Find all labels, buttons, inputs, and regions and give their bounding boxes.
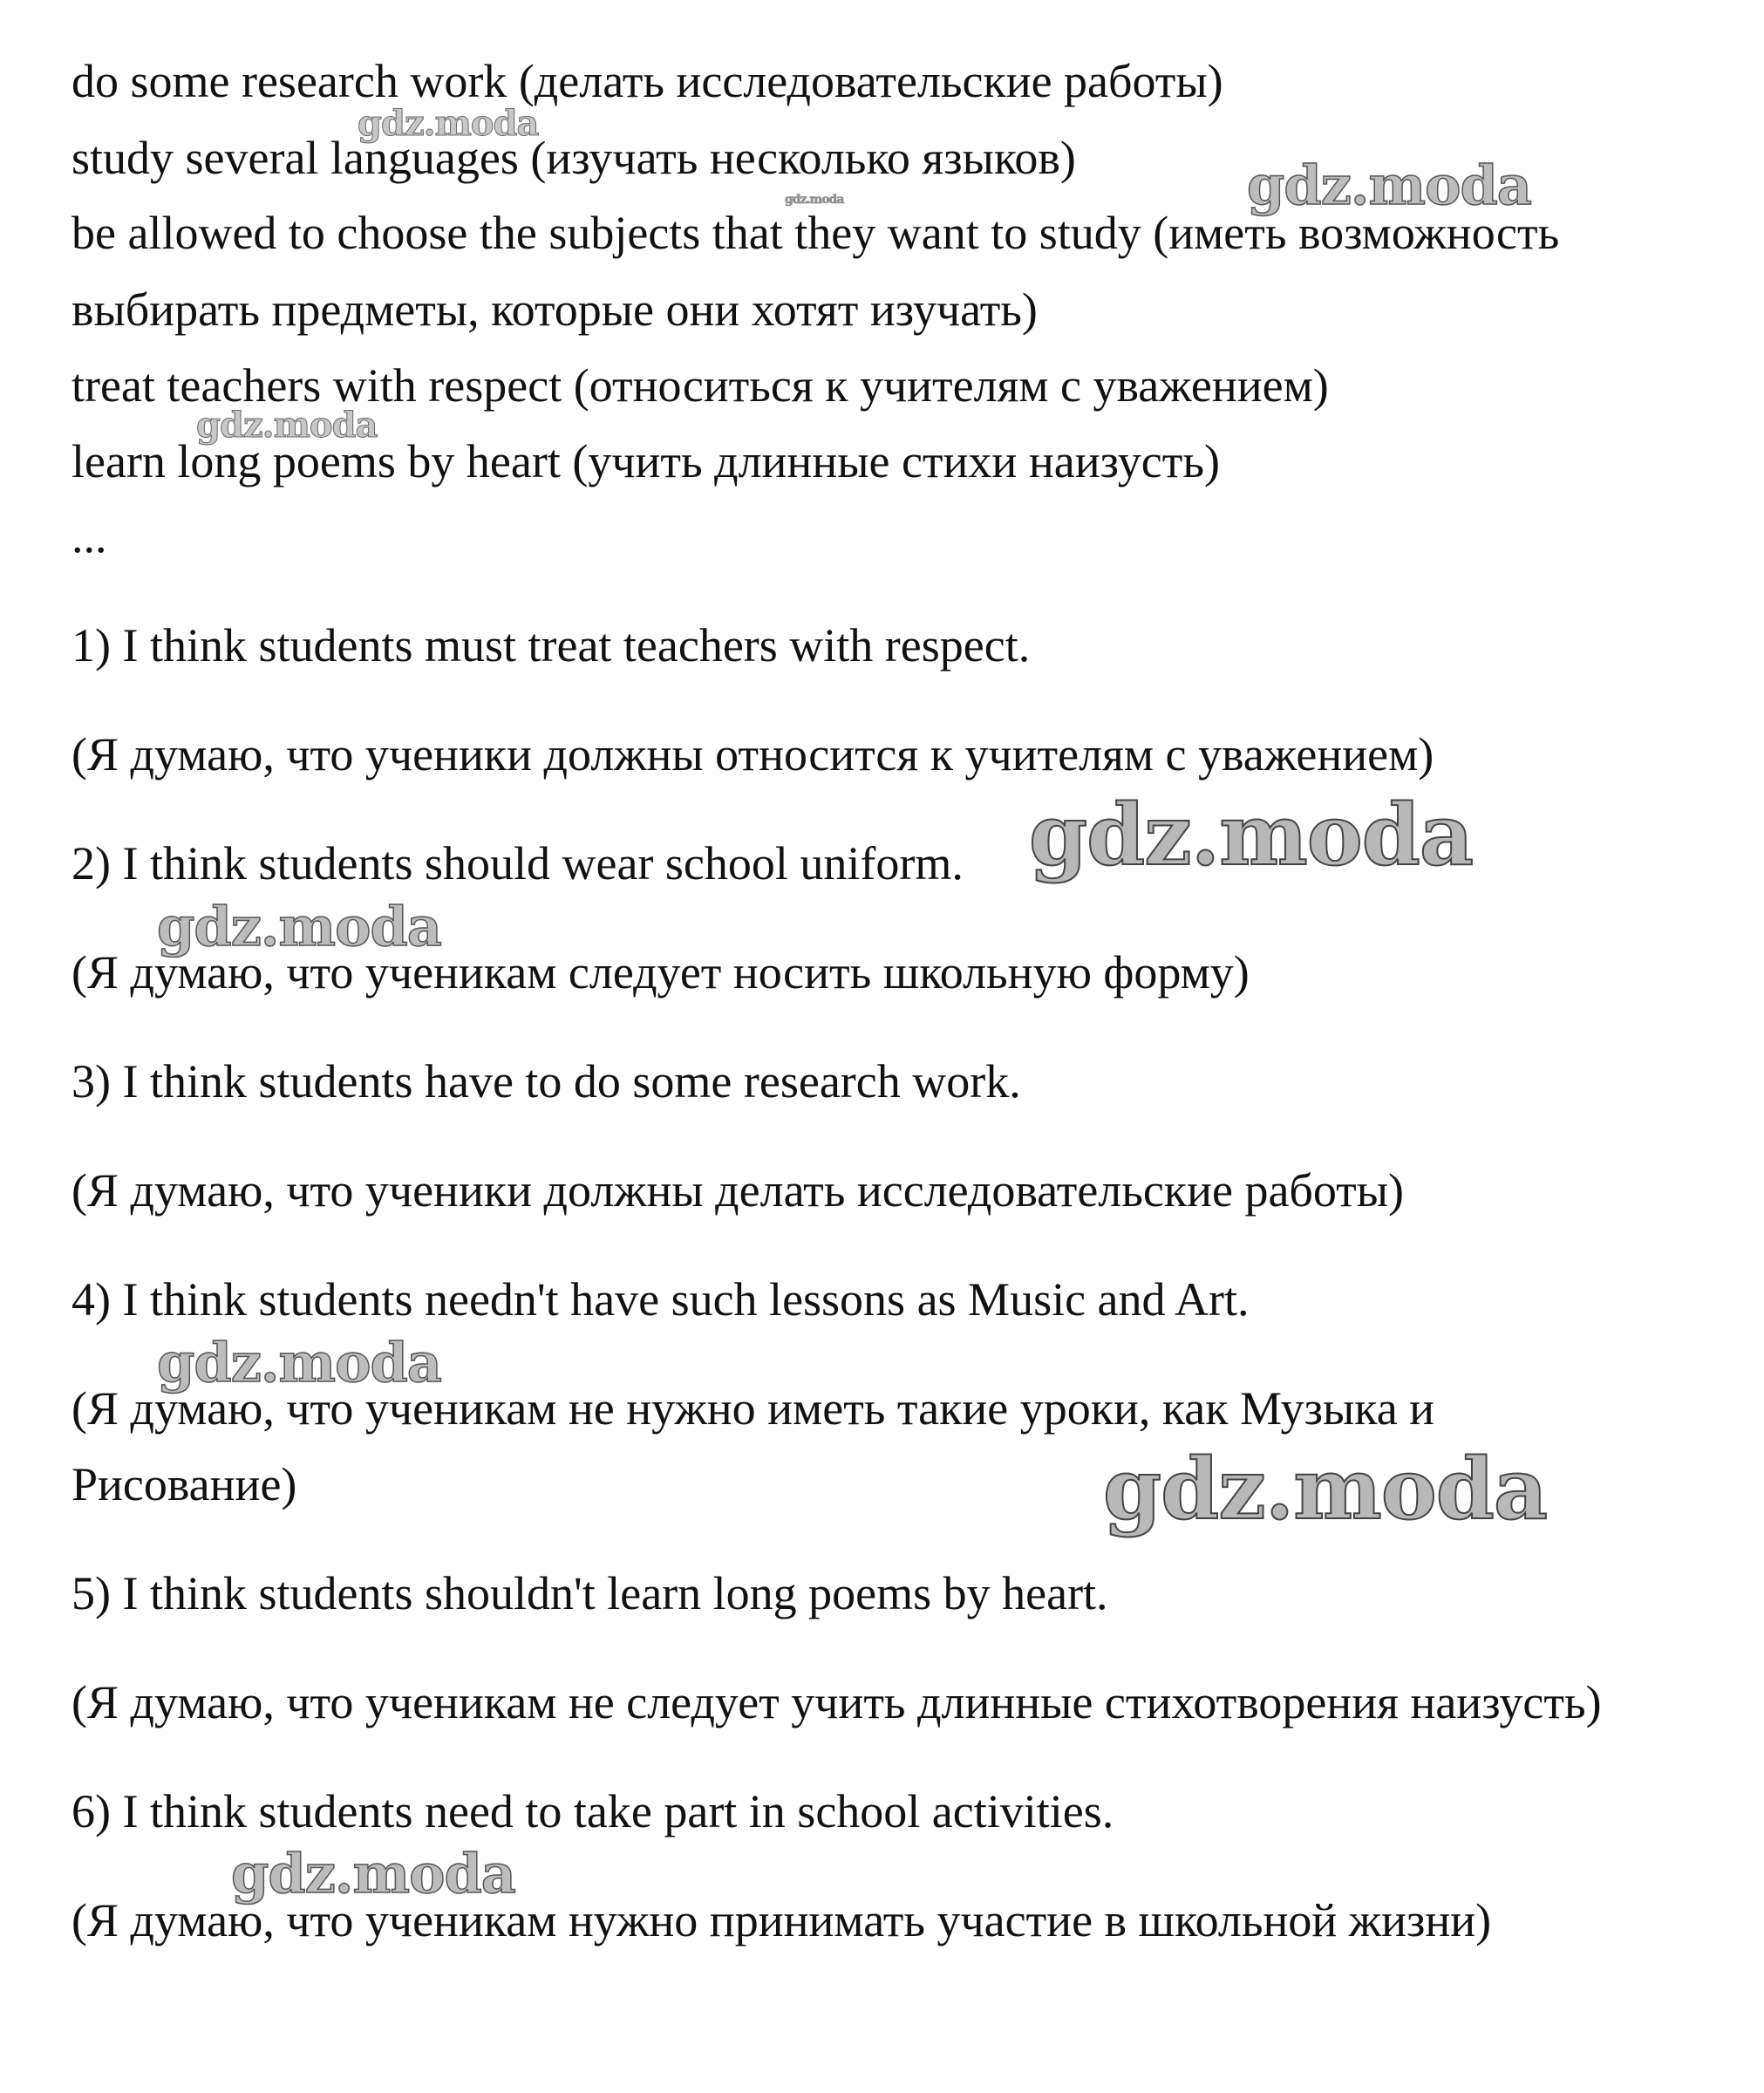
answer-2-en: 2) I think students should wear school uniform. [72, 837, 964, 890]
watermark: gdz.moda [1247, 153, 1531, 217]
answer-6-ru: (Я думаю, что ученикам нужно принимать участие в школьной жизни) [72, 1894, 1492, 1946]
vocab-line-1: do some research work (делать исследовательские работы) [72, 55, 1223, 107]
watermark: gdz.moda [231, 1842, 515, 1906]
answer-3-en: 3) I think students have to do some research work. [72, 1055, 1021, 1108]
vocab-line-6: learn long poems by heart (учить длинные стихи наизусть) [72, 435, 1220, 487]
watermark: gdz.moda [1103, 1440, 1548, 1538]
answer-1-ru: (Я думаю, что ученики должны относится к учителям с уважением) [72, 728, 1434, 781]
watermark: gdz.moda [157, 1331, 441, 1394]
answer-5-ru: (Я думаю, что ученикам не следует учить длинные стихотворения наизусть) [72, 1676, 1602, 1728]
vocab-line-3: be allowed to choose the subjects that they want to study (иметь возможность [72, 207, 1560, 259]
watermark: gdz.moda [358, 103, 539, 144]
vocab-line-5: treat teachers with respect (относиться к учителям с уважением) [72, 359, 1329, 412]
vocab-line-2: study several languages (изучать несколько языков) [72, 132, 1076, 184]
vocab-line-4: выбирать предметы, которые они хотят изучать) [72, 283, 1038, 336]
answer-2-ru: (Я думаю, что ученикам следует носить школьную форму) [72, 946, 1250, 999]
watermark: gdz.moda [196, 405, 378, 446]
answer-4-en: 4) I think students needn't have such lessons as Music and Art. [72, 1273, 1250, 1326]
watermark: gdz.moda [157, 895, 441, 958]
answer-1-en: 1) I think students must treat teachers with respect. [72, 619, 1031, 672]
answer-4-ru-line-2: Рисование) [72, 1458, 297, 1510]
watermark: gdz.moda [785, 193, 844, 207]
answer-6-en: 6) I think students need to take part in school activities. [72, 1785, 1114, 1837]
vocab-ellipsis: ... [72, 510, 107, 562]
answer-4-ru-line-1: (Я думаю, что ученикам не нужно иметь такие уроки, как Музыка и [72, 1382, 1435, 1435]
watermark: gdz.moda [1029, 786, 1474, 884]
answer-3-ru: (Я думаю, что ученики должны делать исследовательские работы) [72, 1164, 1405, 1217]
answer-5-en: 5) I think students shouldn't learn long poems by heart. [72, 1567, 1108, 1619]
